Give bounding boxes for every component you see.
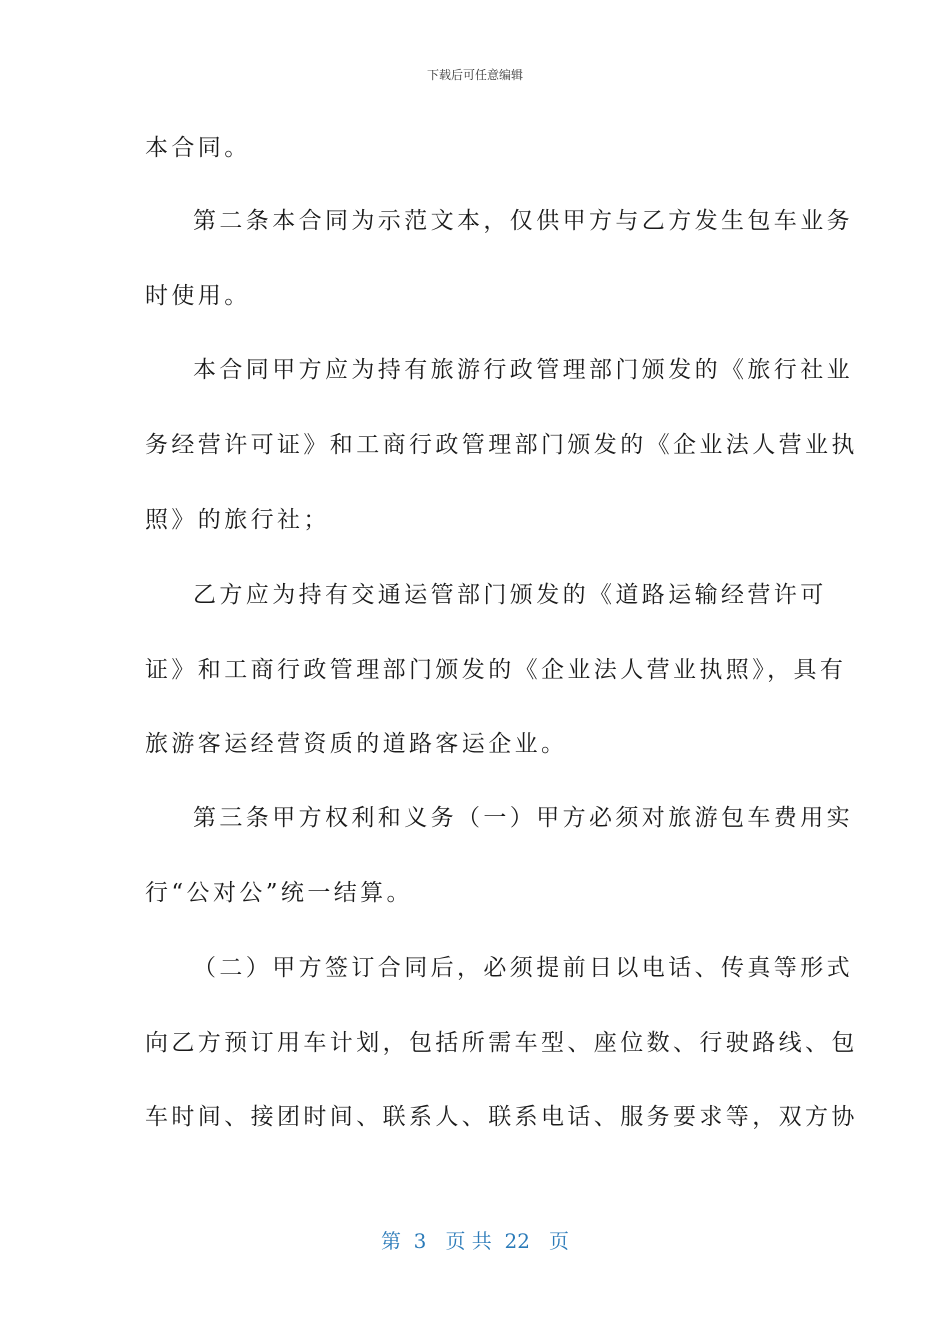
text-line: （二）甲方签订合同后，必须提前日以电话、传真等形式 xyxy=(193,955,853,981)
text-line: 务经营许可证》和工商行政管理部门颁发的《企业法人营业执 xyxy=(145,432,858,458)
text-line: 向乙方预订用车计划，包括所需车型、座位数、行驶路线、包 xyxy=(145,1030,858,1056)
page-footer: 第 3 页 共 22 页 xyxy=(380,1229,570,1253)
text-line: 本合同甲方应为持有旅游行政管理部门颁发的《旅行社业 xyxy=(193,357,853,383)
text-line: 车时间、接团时间、联系人、联系电话、服务要求等，双方协 xyxy=(145,1104,858,1130)
text-line: 证》和工商行政管理部门颁发的《企业法人营业执照》，具有 xyxy=(145,657,847,683)
text-line: 第三条甲方权利和义务（一）甲方必须对旅游包车费用实 xyxy=(193,805,853,831)
text-line: 第二条本合同为示范文本，仅供甲方与乙方发生包车业务 xyxy=(193,208,853,234)
text-line: 照》的旅行社； xyxy=(145,507,330,533)
text-line: 乙方应为持有交通运管部门颁发的《道路运输经营许可 xyxy=(193,582,827,608)
text-line: 行“公对公”统一结算。 xyxy=(145,880,413,906)
page-header: 下载后可任意编辑 xyxy=(426,68,523,82)
text-line: 时使用。 xyxy=(145,283,251,309)
text-line: 旅游客运经营资质的道路客运企业。 xyxy=(145,731,568,757)
text-line: 本合同。 xyxy=(145,135,251,161)
